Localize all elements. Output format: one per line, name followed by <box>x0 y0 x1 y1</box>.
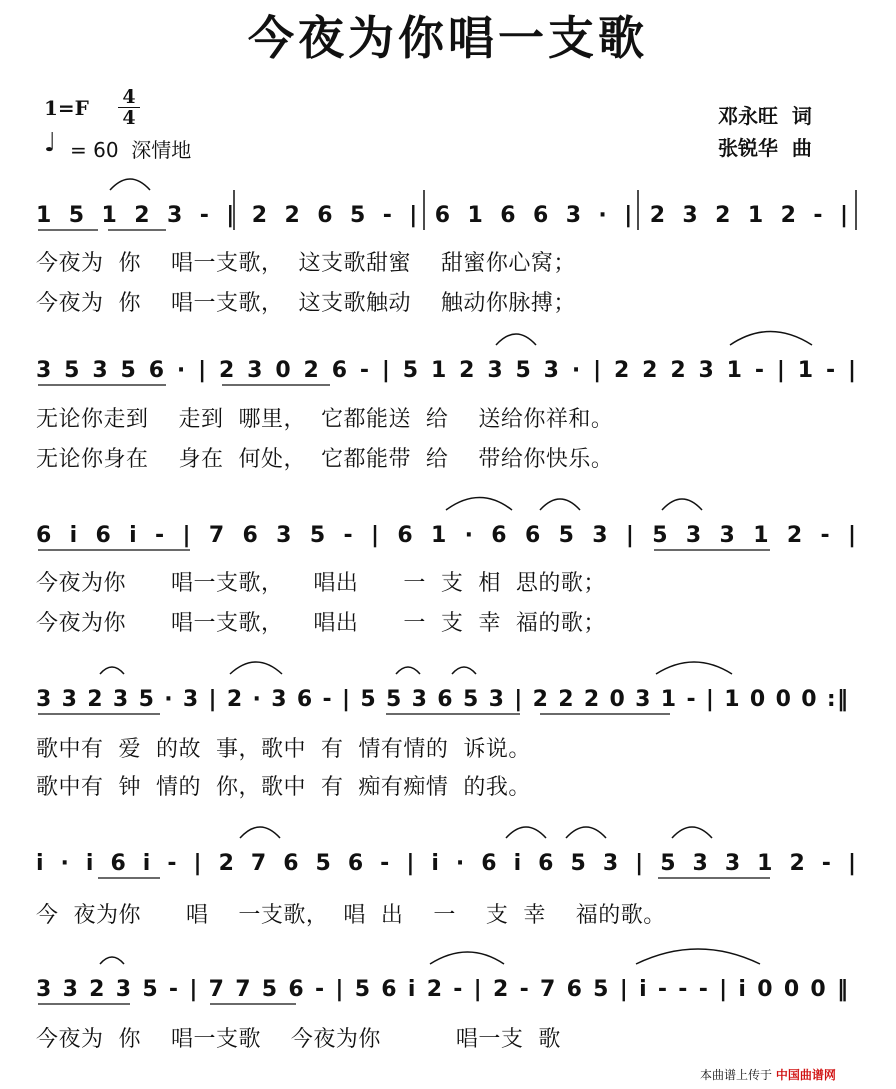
stave-2 <box>36 332 856 386</box>
composer-credit: 张锐华 曲 <box>718 136 812 160</box>
stave-6-lyrics: 今夜为 你 唱一支歌 今夜为你 唱一支 歌 <box>36 1027 561 1052</box>
stave-3-notes: 6 i 6 i - | 7 6 3 5 - | 6 1 · 6 6 5 3 | 5 3 3 1 2 - | <box>36 523 856 548</box>
stave-5-lyrics: 今 夜为你 唱 一支歌， 唱 出 一 支 幸 福的歌。 <box>36 903 666 928</box>
stave-1 <box>36 179 856 230</box>
stave-3 <box>36 498 856 551</box>
stave-4 <box>36 662 848 714</box>
key-signature: 1=F <box>44 96 89 120</box>
footer-prefix: 本曲谱上传于 <box>700 1068 773 1082</box>
stave-4-notes: 3 3 2 3 5 · 3 | 2 · 3 6 - | 5 5 3 6 5 3 | 2 2 2 0 3 1 - | 1 0 0 0 :‖ <box>36 687 848 712</box>
stave-2-lyrics-verse-2: 无论你身在 身在 何处， 它都能带 给 带给你快乐。 <box>36 447 614 472</box>
stave-4-lyrics-verse-2: 歌中有 钟 情的 你，歌中 有 痴有痴情 的我。 <box>36 775 531 800</box>
stave-2-notes: 3 5 3 5 6 · | 2 3 0 2 6 - | 5 1 2 3 5 3 · | 2 2 2 3 1 - | 1 - | <box>36 358 856 383</box>
stave-4-lyrics-verse-1: 歌中有 爱 的故 事，歌中 有 情有情的 诉说。 <box>36 737 531 762</box>
stave-5-notes: i · i 6 i - | 2 7 6 5 6 - | i · 6 i 6 5 3 | 5 3 3 1 2 - | <box>36 851 857 876</box>
time-numerator: 4 <box>122 86 136 108</box>
song-title: 今夜为你唱一支歌 <box>248 11 648 65</box>
time-denominator: 4 <box>122 107 136 129</box>
tempo-marking: = 60 深情地 <box>70 138 192 162</box>
footer-credit <box>700 1066 836 1083</box>
stave-1-lyrics-verse-1: 今夜为 你 唱一支歌， 这支歌甜蜜 甜蜜你心窝； <box>36 251 576 276</box>
stave-3-lyrics-verse-2: 今夜为你 唱一支歌， 唱出 一 支 幸 福的歌； <box>36 611 606 636</box>
stave-1-notes: 1 5 1 2 3 - | 2 2 6 5 - | 6 1 6 6 3 · | 2 3 2 1 2 - | <box>36 203 849 228</box>
stave-6-notes: 3 3 2 3 5 - | 7 7 5 6 - | 5 6 i 2 - | 2 - 7 6 5 | i - - - | i 0 0 0 ‖ <box>36 977 848 1002</box>
stave-5 <box>36 827 856 878</box>
stave-2-lyrics-verse-1: 无论你走到 走到 哪里， 它都能送 给 送给你祥和。 <box>36 407 614 432</box>
lyricist-credit: 邓永旺 词 <box>718 104 812 128</box>
site-logo[interactable]: 中国曲谱网 <box>775 1068 836 1082</box>
stave-1-lyrics-verse-2: 今夜为 你 唱一支歌， 这支歌触动 触动你脉搏； <box>36 291 576 316</box>
stave-6 <box>36 949 848 1004</box>
quarter-note-icon: ♩ <box>44 128 57 158</box>
stave-3-lyrics-verse-1: 今夜为你 唱一支歌， 唱出 一 支 相 思的歌； <box>36 571 606 596</box>
